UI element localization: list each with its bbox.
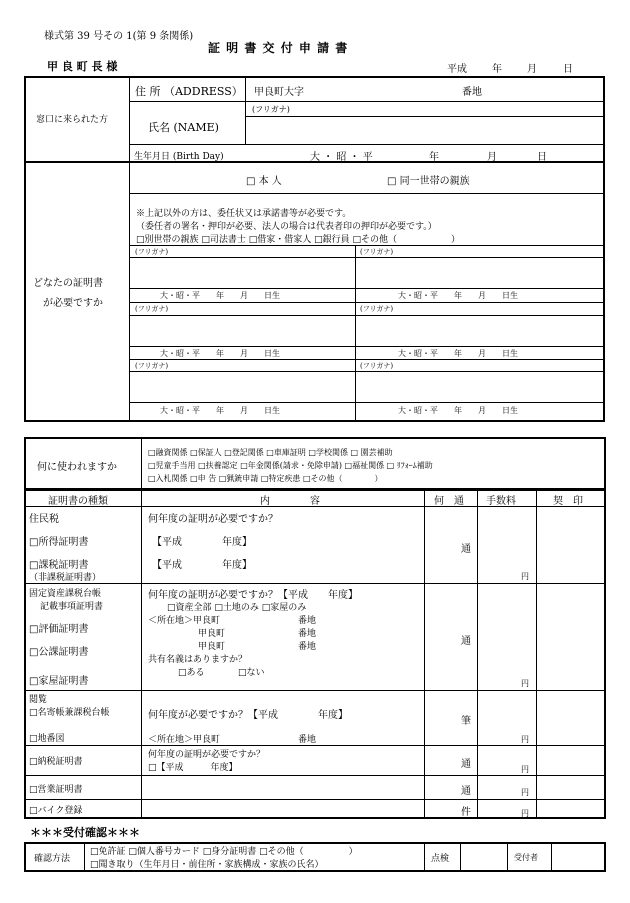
ledger-location: ＜所在地＞甲良町 [148,735,221,745]
tax-unit: 通 [461,544,471,555]
name-label: 氏名 (NAME) [148,121,219,134]
confirm-row-1[interactable]: □免許証 □個人番号カード □身分証明書 □その他（ ） [90,847,358,857]
certificate-table [24,489,606,819]
birth-eras: 大 ・ 昭 ・ 平 [310,152,373,163]
form-number: 様式第 39 号その 1(第 9 条関係) [44,31,194,42]
payment-yen: 円 [521,765,529,774]
property-location: ＜所在地＞甲良町 [148,616,221,626]
ledger-category: 閲覧 [29,695,48,705]
payment-checkbox[interactable]: □納税証明書 [29,757,83,767]
person2-birth: 大・昭・平 年 月 日生 [398,291,518,300]
col-content: 内 容 [260,496,320,507]
payment-year[interactable]: □【平成 年度】 [148,763,238,773]
tax-cert-checkbox[interactable]: □課税証明書 [29,560,89,571]
tax-yen: 円 [521,572,529,581]
confirm-row-2[interactable]: □聞き取り（生年月日・前住所・家族構成・家族の氏名） [90,860,324,870]
property-category-1: 固定資産課税台帳 [29,589,102,599]
income-checkbox[interactable]: □所得証明書 [29,537,89,548]
person3-birth: 大・昭・平 年 月 日生 [160,349,280,358]
property-question: 何年度の証明が必要ですか？【平成 年度】 [148,590,358,601]
purpose-row-1[interactable]: □融資関係 □保証人 □登記関係 □車庫証明 □学校関係 □ 園芸補助 [148,448,393,457]
proxy-note-1: ※上記以外の方は、委任状又は承諾書等が必要です。 [136,209,352,219]
tax-category: 住民税 [29,514,59,525]
ledger-checkbox[interactable]: □名寄帳兼課税台帳 [29,708,110,718]
business-checkbox[interactable]: □営業証明書 [29,785,83,795]
confirm-heading: ＊＊＊受付確認＊＊＊ [30,826,140,839]
date-day: 日 [563,64,573,75]
address-prefix[interactable]: 甲良町大字 [254,87,304,98]
furigana-label: (フリガナ) [252,105,290,114]
confirm-receiver: 受付者 [514,853,538,862]
birth-label: 生年月日 (Birth Day) [134,152,224,162]
property-banchi-2: 番地 [298,629,317,639]
date-year: 年 [492,64,502,75]
payment-unit: 通 [461,759,471,770]
col-type: 証明書の種類 [48,496,108,507]
ledger-yen: 円 [521,735,529,744]
ledger-question: 何年度が必要ですか？【平成 年度】 [148,710,348,721]
col-stamp: 契 印 [553,496,583,507]
shared-yes[interactable]: □ある [178,668,205,678]
shared-question: 共有名義はありますか？ [148,655,248,665]
date-month: 月 [527,64,537,75]
target-label-1: どなたの証明書 [33,278,103,289]
tax-question: 何年度の証明が必要ですか？ [148,514,278,525]
tax-year-2[interactable]: 【平成 年度】 [152,560,252,571]
person2-furigana: (フリガナ) [360,248,394,256]
birth-day: 日 [537,152,547,163]
person4-birth: 大・昭・平 年 月 日生 [398,349,518,358]
date-era: 平成 [447,64,467,75]
person5-furigana: (フリガナ) [135,362,169,370]
relation-checkboxes[interactable]: □別世帯の親族 □司法書士 □借家・借家人 □銀行員 □その他（ ） [136,235,460,245]
proxy-note-2: （委任者の署名・押印が必要、法人の場合は代表者印の押印が必要です。） [136,222,437,232]
address-banchi: 番地 [462,87,482,98]
property-yen: 円 [521,679,529,688]
property-scope[interactable]: □資産全部 □土地のみ □家屋のみ [167,603,307,613]
property-town-2: 甲良町 [198,642,226,652]
house-checkbox[interactable]: □家屋証明書 [29,676,89,687]
purpose-label: 何に使われますか [37,462,117,473]
person6-furigana: (フリガナ) [360,362,394,370]
address-label: 住 所 （ADDRESS） [135,85,243,98]
person1-furigana: (フリガナ) [135,248,169,256]
property-town-1: 甲良町 [198,629,226,639]
payment-question: 何年度の証明が必要ですか？ [148,750,266,760]
business-unit: 通 [461,786,471,797]
property-banchi-1: 番地 [298,616,317,626]
non-tax-cert: （非課税証明書） [29,573,102,583]
business-yen: 円 [521,788,529,797]
property-banchi-3: 番地 [298,642,317,652]
page-title: 証 明 書 交 付 申 請 書 [208,41,349,55]
purpose-row-2[interactable]: □児童手当用 □扶養認定 □年金関係(請求・免除申請) □福祉関係 □ ﾘﾌｫｰﾑ補助 [148,461,433,470]
person5-birth: 大・昭・平 年 月 日生 [160,406,280,415]
ledger-unit: 筆 [461,716,471,727]
person6-birth: 大・昭・平 年 月 日生 [398,406,518,415]
col-count: 何 通 [434,496,464,507]
bike-yen: 円 [521,809,529,818]
purpose-row-3[interactable]: □入札関係 □申 告 □猟銃申請 □特定疾患 □その他（ ） [148,474,383,483]
ledger-banchi: 番地 [298,735,317,745]
bike-unit: 件 [461,807,471,818]
property-category-2: 記載事項証明書 [40,602,104,612]
person3-furigana: (フリガナ) [135,305,169,313]
addressee: 甲 良 町 長 様 [47,60,118,73]
shared-no[interactable]: □ない [238,668,265,678]
birth-year: 年 [429,152,439,163]
person1-birth: 大・昭・平 年 月 日生 [160,291,280,300]
public-checkbox[interactable]: □公課証明書 [29,647,89,658]
confirm-check: 点検 [431,854,450,864]
col-fee: 手数料 [486,496,516,507]
bike-checkbox[interactable]: □バイク登録 [29,806,83,816]
person4-furigana: (フリガナ) [360,305,394,313]
birth-month: 月 [487,152,497,163]
map-checkbox[interactable]: □地番図 [29,734,65,744]
target-label-2: が必要ですか [43,298,103,309]
confirm-method: 確認方法 [34,854,71,864]
applicant-section-label: 窓口に来られた方 [36,115,109,125]
self-checkbox[interactable]: □ 本 人 [246,176,282,187]
tax-year-1[interactable]: 【平成 年度】 [152,537,252,548]
property-unit: 通 [461,636,471,647]
valuation-checkbox[interactable]: □評価証明書 [29,624,89,635]
household-checkbox[interactable]: □ 同一世帯の親族 [387,176,470,187]
